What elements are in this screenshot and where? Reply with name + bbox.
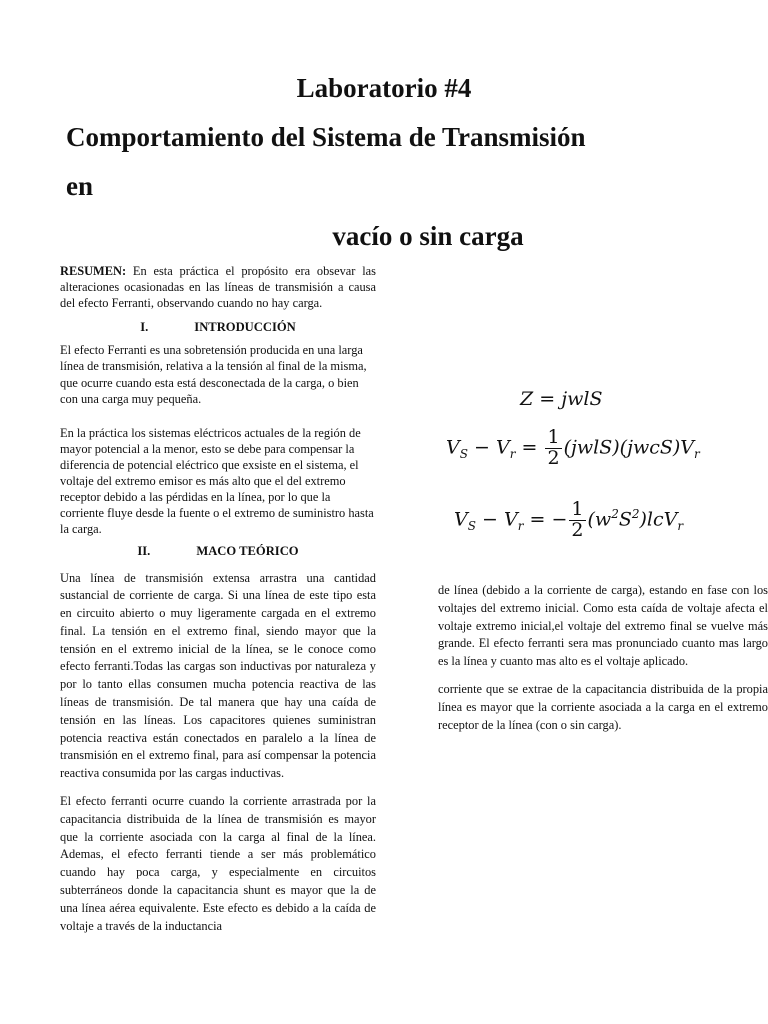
section-heading-intro [60,319,376,335]
section-title: INTRODUCCIÓN [194,320,296,335]
abstract-text: En esta práctica el propósito era obsevar las alteraciones ocasionadas en las líneas de transmisión a causa del efecto Ferranti, observando cuando no hay carga. [60,264,376,311]
left-column [60,263,376,945]
intro-paragraph: El efecto Ferranti es una sobretensión producida en una larga línea de transmisión, relativa a la tensión al final de la misma, que ocurre cuando esta está desconectada de la carga, o bien con una carga muy pequeña. [60,343,367,406]
section-number: II. [137,544,151,559]
right-paragraph: de línea (debido a la corriente de carga), estando en fase con los voltajes del extremo inicial. Como esta caída de voltaje afecta el voltaje extremo inicial,el voltaje del extremo final se vuelve más grande. El efecto ferranti sera mas pronunciado cuanto mas largo es la línea y cuanto mas alto es el voltaje aplicado. [438,583,768,669]
equation-impedance: Z = jwlS [520,388,603,410]
intro-paragraph: En la práctica los sistemas eléctricos actuales de la región de mayor potencial a la menor, esto se debe para compensar la diferencia de potencial eléctrico que exsiste en el sistema, el voltaje del extremo emisor es más alto que el del extremo receptor debido a las pérdidas en la línea, por lo que la corriente fluye desde la fuente o el extremo de suministro hasta la carga. [60,425,374,537]
paper-title-line-1: Comportamiento del Sistema de Transmisión [66,122,586,152]
marco-paragraph: El efecto ferranti ocurre cuando la corriente arrastrada por la capacitancia distribuida de la línea de transmisión es mayor que la corriente asociada con la carga al final de la línea. Ademas, el efecto ferranti tiende a ser más problemático cuando hay poca carga, y especialmente en circuitos subterráneos donde la capacitancia shunt es mayor que la de una línea aérea equivalente. Este efecto es debido a la caída de voltaje a través de la inductancia [60,794,376,933]
abstract [60,263,376,311]
section-title: MACO TEÓRICO [196,544,299,559]
section-heading-marco [60,543,376,559]
marco-paragraph: Una línea de transmisión extensa arrastra una cantidad sustancial de corriente de carga. Si una línea de este tipo esta en circuito abierto o muy ligeramente cargada en el extremo final. La tensión en el extremo final, siendo mayor que la tensión en el extremo inicial de la línea, se le conoce como efecto ferranti.Todas las cargas son inductivas por naturaleza y por lo tanto ellas consumen mucha potencia reactiva de las líneas de transmisión. De tal manera que hay una caída de tensión en las líneas. Los capacitores quienes suministran potencia reactiva están conectados en paralelo a la línea de transmisión en el extremo final, para así compensar la potencia reactiva consumida por las cargas inductivas. [60,570,376,781]
section-number: I. [140,320,149,335]
right-column [438,582,768,744]
paper-title-line-3: vacío o sin carga [332,221,524,251]
right-paragraph: corriente que se extrae de la capacitancia distribuida de la propia línea es mayor que la corriente asociada a la carga en el extremo receptor de la línea (con o sin carga). [438,681,768,732]
equation-ferranti-rise: $V_S - V_r$ = − $\frac{1}{2}$ $(w^2S^2)lcV_r$ [454,498,684,541]
abstract-label: RESUMEN: [60,264,127,278]
paper-title-line-2: en [66,171,93,201]
equation-voltage-difference: $V_S - V_r$ = $\frac{1}{2}$ $(jwlS)(jwcS)V_r$ [446,426,700,469]
lab-title: Laboratorio #4 [296,73,472,103]
